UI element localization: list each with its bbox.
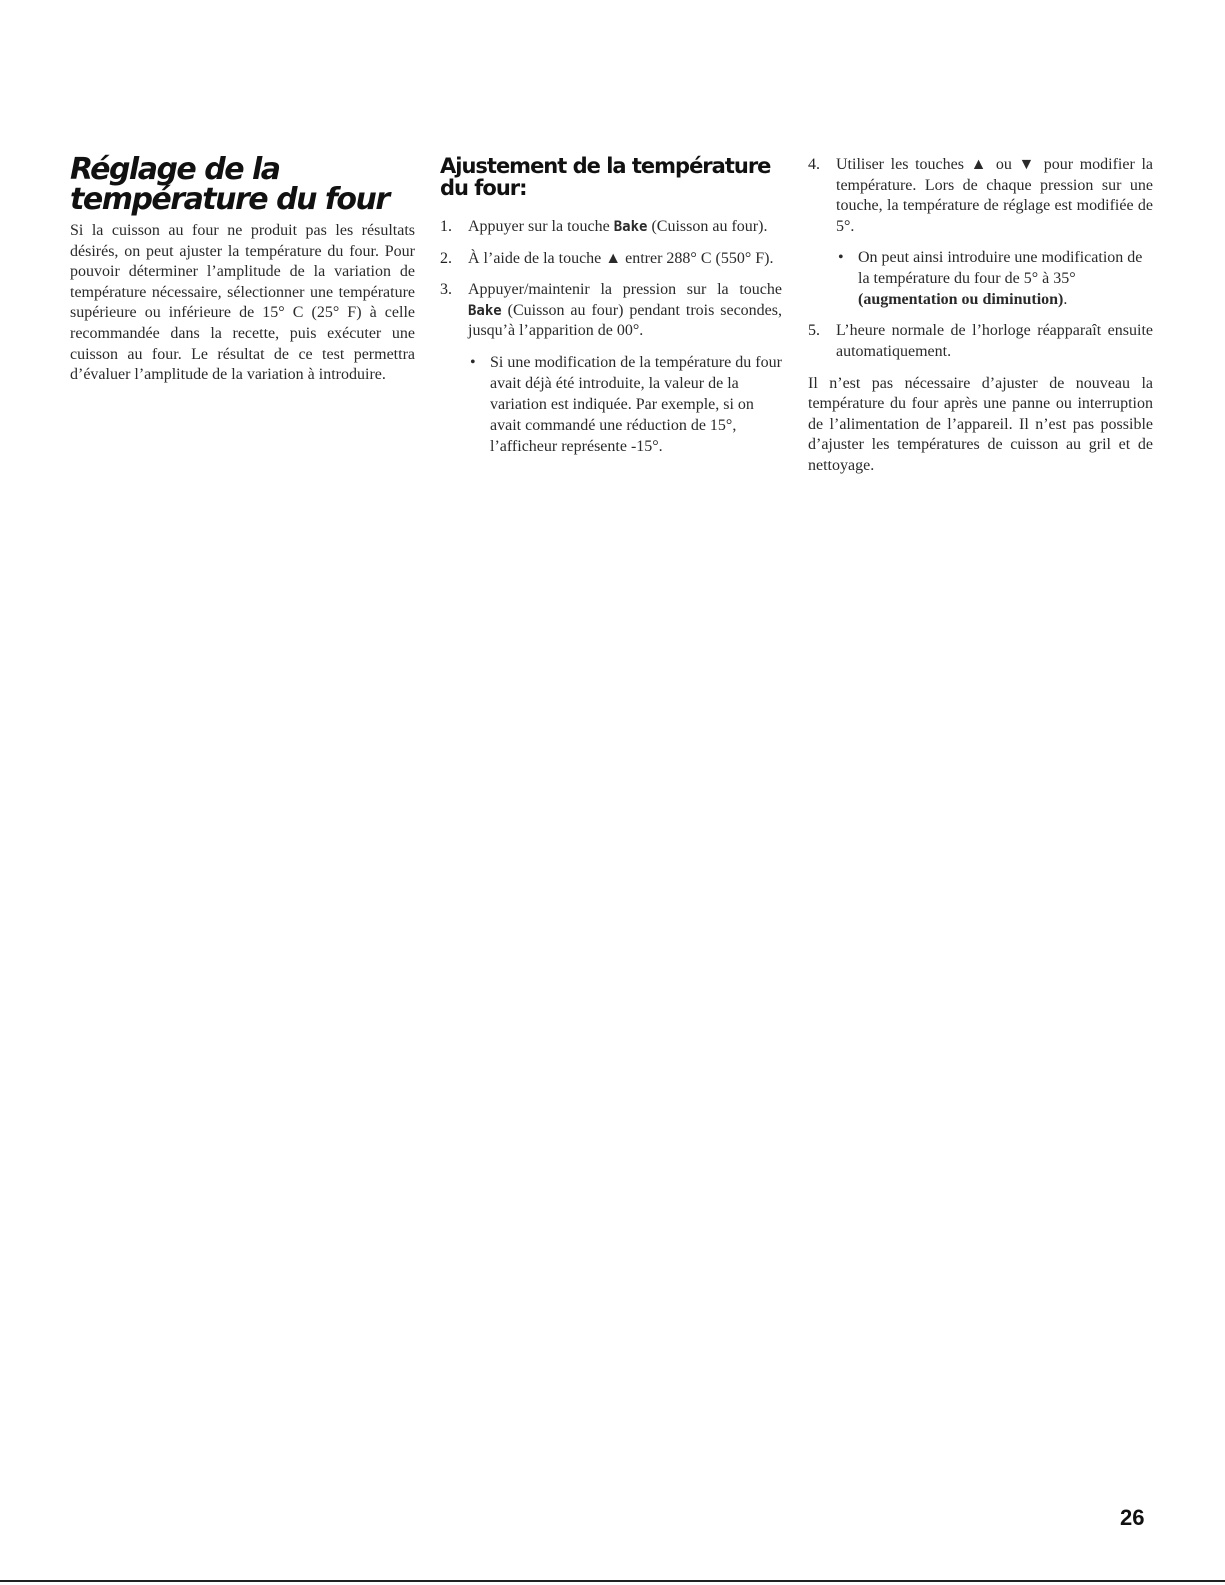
page-number: 26 bbox=[1120, 1505, 1145, 1530]
title-line-2: température du four bbox=[70, 182, 389, 217]
bake-key-label: Bake bbox=[613, 219, 648, 235]
step-3 bbox=[440, 280, 782, 457]
step-number: 5. bbox=[808, 322, 820, 340]
bake-key-label: Bake bbox=[468, 302, 502, 319]
bullet-text: Si une modification de la température du four avait déjà été introduite, la valeur de la variation est indiquée. Par exemple, si on avait commandé une réduction de 15°, l’afficheur représente -15°. bbox=[490, 353, 782, 455]
bullet-text-bold: (augmentation ou diminution) bbox=[858, 291, 1064, 309]
step-text: L’heure normale de l’horloge réapparaît ensuite automatiquement. bbox=[836, 322, 1153, 360]
step-text-end: (Cuisson au four). bbox=[647, 218, 768, 235]
bullet-text-end: . bbox=[1063, 291, 1068, 309]
section-title-oven-temp-setting bbox=[70, 152, 415, 217]
step-5 bbox=[808, 321, 1153, 362]
step-text-end: (Cuisson au four) pendant trois secondes, jusqu’à l’apparition de 00°. bbox=[468, 301, 782, 340]
bullet-text: On peut ainsi introduire une modification de la température du four de 5° à 35° bbox=[858, 249, 1143, 288]
steps-list-2 bbox=[808, 155, 1153, 363]
step-text: Appuyer/maintenir la pression sur la touche bbox=[468, 281, 782, 299]
title-line-1: Réglage de la bbox=[70, 152, 280, 187]
step-number: 3. bbox=[440, 281, 452, 299]
bullet-item bbox=[836, 247, 1153, 310]
bullet-icon: • bbox=[470, 353, 476, 371]
step-1 bbox=[440, 217, 782, 238]
bottom-rule bbox=[0, 1580, 1225, 1582]
subtitle-line-2: du four: bbox=[440, 176, 527, 200]
step-4 bbox=[808, 155, 1153, 310]
steps-list-1 bbox=[440, 217, 782, 457]
section-title-adjustment bbox=[440, 155, 782, 199]
step-2 bbox=[440, 249, 782, 270]
step-number: 2. bbox=[440, 249, 452, 267]
closing-paragraph: Il n’est pas nécessaire d’ajuster de nouveau la température du four après une panne ou interruption de l’alimentation de l’appareil. Il n’est pas possible d’ajuster les températures de cuisson au gril et de nettoyage. bbox=[808, 374, 1153, 474]
column-middle bbox=[440, 155, 782, 468]
step-text: Appuyer sur la touche bbox=[468, 218, 614, 235]
step-number: 1. bbox=[440, 218, 452, 235]
step-3-notes bbox=[468, 352, 782, 457]
step-text: Utiliser les touches ▲ ou ▼ pour modifier la température. Lors de chaque pression sur une touche, la température de réglage est modifiée de 5°. bbox=[836, 156, 1153, 235]
intro-paragraph: Si la cuisson au four ne produit pas les résultats désirés, on peut ajuster la température du four. Pour pouvoir déterminer l’amplitude de la variation de température nécessaire, sélectionner une température supérieure ou inférieure de 15° C (25° F) à celle recommandée dans la recette, puis exécuter une cuisson au four. Le résultat de ce test permettra d’évaluer l’amplitude de la variation à introduire. bbox=[70, 222, 415, 384]
step-4-notes bbox=[836, 247, 1153, 310]
step-text: À l’aide de la touche ▲ entrer 288° C (550° F). bbox=[468, 249, 774, 267]
subtitle-line-1: Ajustement de la température bbox=[440, 154, 771, 178]
bullet-icon: • bbox=[838, 249, 844, 267]
column-right bbox=[808, 155, 1153, 477]
step-number: 4. bbox=[808, 156, 820, 173]
column-left bbox=[70, 152, 415, 386]
bullet-item bbox=[468, 352, 782, 457]
